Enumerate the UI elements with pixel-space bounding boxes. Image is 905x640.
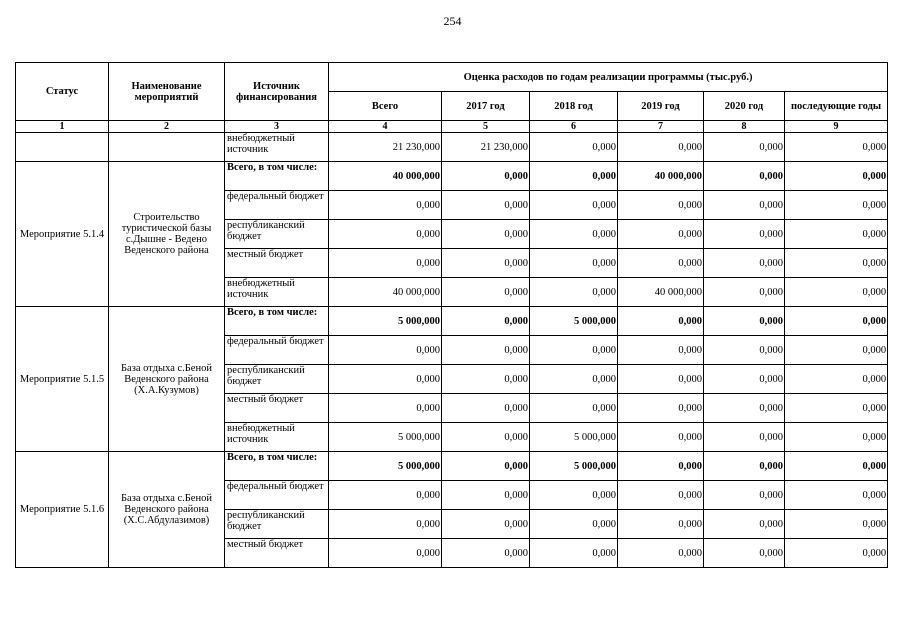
value-2019: 0,000: [618, 336, 704, 365]
name-cell: База отдыха с.Беной Веденского района (Х.А.Кузумов): [109, 307, 225, 452]
value-2019: 40 000,000: [618, 278, 704, 307]
value-total: 0,000: [329, 191, 442, 220]
source-cell: Всего, в том числе:: [225, 307, 329, 336]
source-cell: местный бюджет: [225, 394, 329, 423]
column-number: 9: [785, 121, 888, 133]
value-2019: 0,000: [618, 133, 704, 162]
source-cell: республиканский бюджет: [225, 365, 329, 394]
source-cell: внебюджетный источник: [225, 133, 329, 162]
value-later: 0,000: [785, 307, 888, 336]
header-source: Источник финансирования: [225, 63, 329, 121]
value-total: 0,000: [329, 336, 442, 365]
value-2019: 0,000: [618, 307, 704, 336]
value-2018: 0,000: [530, 220, 618, 249]
status-cell: Мероприятие 5.1.6: [16, 452, 109, 568]
value-2019: 0,000: [618, 365, 704, 394]
value-2017: 0,000: [442, 307, 530, 336]
value-later: 0,000: [785, 539, 888, 568]
header-year-later: последующие годы: [785, 92, 888, 121]
value-later: 0,000: [785, 394, 888, 423]
value-2017: 0,000: [442, 365, 530, 394]
column-number: 4: [329, 121, 442, 133]
source-cell: федеральный бюджет: [225, 191, 329, 220]
value-2020: 0,000: [704, 510, 785, 539]
value-2017: 0,000: [442, 191, 530, 220]
source-cell: республиканский бюджет: [225, 220, 329, 249]
value-later: 0,000: [785, 452, 888, 481]
value-2017: 0,000: [442, 336, 530, 365]
value-later: 0,000: [785, 510, 888, 539]
value-2018: 0,000: [530, 539, 618, 568]
column-number: 7: [618, 121, 704, 133]
source-cell: местный бюджет: [225, 249, 329, 278]
value-later: 0,000: [785, 481, 888, 510]
table-row: [16, 162, 888, 191]
value-2018: 0,000: [530, 336, 618, 365]
header-status: Статус: [16, 63, 109, 121]
value-total: 0,000: [329, 249, 442, 278]
value-total: 0,000: [329, 365, 442, 394]
value-2020: 0,000: [704, 133, 785, 162]
source-cell: федеральный бюджет: [225, 336, 329, 365]
value-2018: 0,000: [530, 278, 618, 307]
value-total: 5 000,000: [329, 452, 442, 481]
value-2020: 0,000: [704, 394, 785, 423]
header-name: Наименование мероприятий: [109, 63, 225, 121]
value-2018: 0,000: [530, 249, 618, 278]
table-row: [16, 452, 888, 481]
source-cell: федеральный бюджет: [225, 481, 329, 510]
value-2020: 0,000: [704, 162, 785, 191]
column-number: 2: [109, 121, 225, 133]
source-cell: внебюджетный источник: [225, 278, 329, 307]
value-2017: 0,000: [442, 423, 530, 452]
value-total: 40 000,000: [329, 278, 442, 307]
budget-table: [15, 62, 888, 568]
value-later: 0,000: [785, 162, 888, 191]
value-2017: 0,000: [442, 162, 530, 191]
value-2019: 0,000: [618, 452, 704, 481]
value-2018: 5 000,000: [530, 423, 618, 452]
source-cell: Всего, в том числе:: [225, 452, 329, 481]
value-2018: 0,000: [530, 133, 618, 162]
value-2018: 0,000: [530, 510, 618, 539]
value-total: 40 000,000: [329, 162, 442, 191]
status-cell: [16, 133, 109, 162]
value-2018: 5 000,000: [530, 452, 618, 481]
value-2020: 0,000: [704, 452, 785, 481]
status-cell: Мероприятие 5.1.5: [16, 307, 109, 452]
page-number: 254: [443, 14, 462, 28]
value-later: 0,000: [785, 336, 888, 365]
value-2017: 0,000: [442, 481, 530, 510]
header-year-2020: 2020 год: [704, 92, 785, 121]
value-2019: 0,000: [618, 394, 704, 423]
value-total: 5 000,000: [329, 307, 442, 336]
value-2017: 0,000: [442, 394, 530, 423]
table-row: [16, 133, 888, 162]
value-2018: 5 000,000: [530, 307, 618, 336]
source-cell: местный бюджет: [225, 539, 329, 568]
value-later: 0,000: [785, 133, 888, 162]
value-total: 21 230,000: [329, 133, 442, 162]
value-2017: 0,000: [442, 220, 530, 249]
value-2019: 0,000: [618, 220, 704, 249]
source-cell: внебюджетный источник: [225, 423, 329, 452]
value-2020: 0,000: [704, 307, 785, 336]
value-2020: 0,000: [704, 220, 785, 249]
value-later: 0,000: [785, 423, 888, 452]
header-year-2019: 2019 год: [618, 92, 704, 121]
header-year-2017: 2017 год: [442, 92, 530, 121]
value-2019: 0,000: [618, 539, 704, 568]
value-2019: 0,000: [618, 481, 704, 510]
value-later: 0,000: [785, 220, 888, 249]
value-2018: 0,000: [530, 162, 618, 191]
column-number: 5: [442, 121, 530, 133]
value-2020: 0,000: [704, 278, 785, 307]
column-number: 8: [704, 121, 785, 133]
value-total: 0,000: [329, 220, 442, 249]
header-year-2018: 2018 год: [530, 92, 618, 121]
source-cell: республиканский бюджет: [225, 510, 329, 539]
value-2020: 0,000: [704, 336, 785, 365]
column-number: 6: [530, 121, 618, 133]
value-later: 0,000: [785, 191, 888, 220]
value-2020: 0,000: [704, 249, 785, 278]
value-2017: 0,000: [442, 452, 530, 481]
value-2017: 0,000: [442, 510, 530, 539]
value-2020: 0,000: [704, 481, 785, 510]
value-2018: 0,000: [530, 394, 618, 423]
value-later: 0,000: [785, 249, 888, 278]
value-total: 5 000,000: [329, 423, 442, 452]
table-row: [16, 307, 888, 336]
value-total: 0,000: [329, 539, 442, 568]
header-estimate: Оценка расходов по годам реализации программы (тыс.руб.): [329, 63, 888, 92]
value-2019: 0,000: [618, 191, 704, 220]
value-2019: 0,000: [618, 423, 704, 452]
value-2019: 40 000,000: [618, 162, 704, 191]
value-2020: 0,000: [704, 539, 785, 568]
value-2018: 0,000: [530, 365, 618, 394]
column-number: 3: [225, 121, 329, 133]
value-2017: 0,000: [442, 539, 530, 568]
value-2017: 0,000: [442, 249, 530, 278]
value-2019: 0,000: [618, 249, 704, 278]
status-cell: Мероприятие 5.1.4: [16, 162, 109, 307]
value-later: 0,000: [785, 278, 888, 307]
source-cell: Всего, в том числе:: [225, 162, 329, 191]
value-total: 0,000: [329, 481, 442, 510]
value-2020: 0,000: [704, 423, 785, 452]
value-total: 0,000: [329, 510, 442, 539]
value-2018: 0,000: [530, 191, 618, 220]
value-2017: 21 230,000: [442, 133, 530, 162]
name-cell: [109, 133, 225, 162]
name-cell: Строительство туристической базы с.Дышне - Ведено Веденского района: [109, 162, 225, 307]
value-2020: 0,000: [704, 191, 785, 220]
value-2020: 0,000: [704, 365, 785, 394]
value-2017: 0,000: [442, 278, 530, 307]
value-2019: 0,000: [618, 510, 704, 539]
value-2018: 0,000: [530, 481, 618, 510]
column-number: 1: [16, 121, 109, 133]
name-cell: База отдыха с.Беной Веденского района (Х.С.Абдулазимов): [109, 452, 225, 568]
value-later: 0,000: [785, 365, 888, 394]
header-year-total: Всего: [329, 92, 442, 121]
value-total: 0,000: [329, 394, 442, 423]
